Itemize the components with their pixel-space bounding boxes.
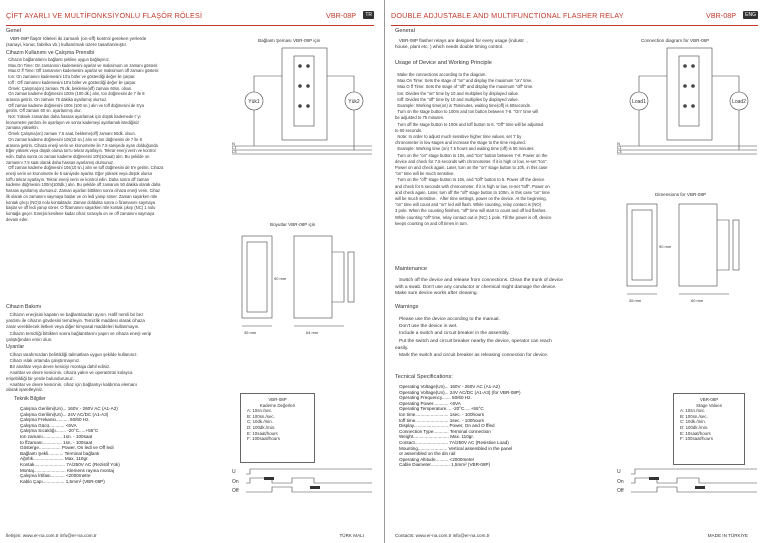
stage-value: E: 10saat/hours bbox=[247, 430, 278, 436]
contact-footer: İletişim: www.er-na.com.tr info@er-na.com.tr bbox=[6, 533, 97, 538]
timing-off: Off bbox=[617, 488, 624, 494]
load2-label: Load2 bbox=[732, 99, 746, 105]
stage-value: B: 100sn./sec. bbox=[680, 413, 708, 419]
warnings-heading: Warnings bbox=[395, 304, 419, 310]
svg-text:N: N bbox=[617, 141, 620, 146]
dimensions-title: Dimensions for VBR-08P bbox=[655, 192, 707, 197]
general-heading: Genel bbox=[6, 28, 21, 34]
spec-list bbox=[20, 406, 120, 484]
usage-text: Make the connections according to the diagram. Max.On Time: Sets the stage of "on" and display the maximum "on" time. Max.O ff Time: Sets the stage of "off" and display the maximum "off" time. ton: Divides the "on" time by 10 and multiplies by displayed value. toff: Divides the "off" time by 10 and multiplies by displayed value. Example: Working time(on) is 75minutes, waiting time(off) is 60seconds. Turn on the stage button to 100m and ton button between 7-8. "On" time will be adjusted to 75 minutes. Turn off the stage button to 100s and toff button to 6. "Off" time will be adjusted to 60 seconds. Note: In order to adjust much sensitive higher time values, set 't' by chronometer in low stages and increase the stage to the time required. Example: Working time (on) 7.5 hours and waiting time (off) is 50 minutes. Turn on the "on" stage button to 10s, and "ton" button between 7-8. Power on the device and check for 7.5 seconds with chronometer. If it is high or low, re-set "ton". Power on and check again. Later, turn on the "on" stage button to 10h, in this case "on" time will be much sensitive. Turn on the "off" stage button to 10s, and "toff" button to 5. Power off the device and check for 5 seconds with chronometer. If it is high or low, re-set "toff". Power on and check again. Later, turn off the "off" stage button to 100m, in this case "on" time will be much sensitive. After time settings, power on the device. At the beginning, "on" time will count and "on" led will flash. While counting, relay contact is (NO) 3 pole. When the counting finishes, "off" time will start to count and off led flashes. While counting "off" time, relay contact out is (NC) 1 pole. Till the power is off, device keeps counting on and off times in turn. bbox=[395, 72, 552, 226]
spec-row: Weight............................ Max. 110gr. bbox=[399, 434, 474, 440]
general-text: VBR-08P flaşör röleleri iki zamanlı (on-off) kontrol gereken yerlerde (sanayi, konut, fabrika vb.) kullanılmak üzere tasarlanmıştır. bbox=[6, 36, 147, 47]
warnings-text: Please use the device according to the manual. Don't use the device in wet. Include a switch and circuit breaker in the assembly. Put the switch and circuit breaker nearby the device, operator can reach easily. Mark the switch and circuit breaker as releasing connection for device. bbox=[395, 317, 552, 359]
box-subtitle: Stage Values bbox=[696, 402, 722, 408]
spec-row: Ağırlık........................ Max. 110gr. bbox=[20, 456, 89, 462]
stage-value: C: 10dk./min. bbox=[247, 419, 273, 425]
diagram-title: Bağlantı Şeması VBR-08P için bbox=[258, 38, 321, 43]
diagram-title: Connection diagram for VBR-08P bbox=[641, 38, 710, 43]
spec-row: Operating Frequency....... 50/60 Hz. bbox=[399, 395, 472, 401]
usage-text: Cihazın bağlantılarını bağlantı şekline uygun bağlayınız. Max.On Time: On zamanının kademesini ayarlar ve maksimum on zamanı gösterir. Max.O ff Time: Off zamanının kademesini ayarlar ve maksimum off zamanı gösterir. ton: On zamanını kademesini 10'a böler ve gösterdiği değer ile çarpar. toff : Off zamanını kademesini 10'a böler ve gösterdiği değer ile çarpar. Örnek: Çalışma(on) zamanı 75 dk, bekleme(off) zamanı 60sn. olsun. On zaman kademe düğmesini 100m (100 dk.) alın, ton düğmesini de 7 ile 8 arasına getirin. On zamanı 75 dakika ayarlamış olursuz. Off zaman kademe düğmesini 100s (100 sn.) alın ve toff düğmesini de 6'ya getirin. Off zamanı 60 sn. ayarlanmış olur. Not: Yüksek zamanları daha hassas ayarlamak için düşük kademede t' yi kronometre yardımı ile ayarlayın ve sonra kademeyi ayarlamak istediğiniz zamana yükseltin. Örnek Çalışma(on) zamanı 7.5 saat, bekleme(off) zamanı 50dk. olsun. On zaman kademe düğmesini 10s(10 sn.) alın ve ton düğmesini de 7 ile 8 arasına getirin. Cihaza enerji verin ve kronometre ile 7.5 saniyede ayarı dolduğunda Eğer yüksek veya düşük olursa ton'u tekrar ayarlayın. Tekrar enerji verin ve kontrol edin. Daha sonra on zaman kademe düğmesini 10h(10saat) alın. Bu şekilde on zamanını 7.5 saat olarak daha hassas ayarlamış olursunuz. Off zaman kademe düğmesini 10s(10 sn.) alın ve toff düğmesini de 5'e getirin. Cihaza enerji verin ve kronometre ile 5 saniyede ayarlar. Eğer yüksek veya düşük olursa toff'u tekrar ayarlayın. Tekrar enerji verin ve kontrol edin. Daha sonra off zaman kademe düğmesini 100m(100dk.) alın. Bu şekilde off zamanını 50 dakika olarak daha hassas ayarlamış olursunuz. Zaman ayarları bittikten sonra cihaza enerji verin. Cihaz ilk olarak on zamanını saymaya başlar ve on ledi yanıp söner. Zaman sayarken röle kontak çıkışı (NO)3 nolu kontaktadır. Zaman doldukta sonra o fizamanını saymaya başlar ve off ledi yanıp söner. O ffzamanını sayarken röle kontak çıkışı (NC) 1 nolu kontağa geçer. Enerjisi kesilene kadar cihaz sırasıyla on ve off zamanını saymaya devam eder. bbox=[6, 57, 164, 222]
timing-on: On bbox=[617, 479, 624, 485]
timing-u: U bbox=[232, 469, 236, 475]
usage-heading: Cihazın Kullanımı ve Çalışma Prensibi bbox=[6, 50, 95, 56]
spec-row: to ffzamanı............... 1sn. - 100saat bbox=[20, 439, 93, 445]
maintenance-text: Switch off the device and release from connections. Clean the trunk of device with a swab. Don't use any conductor or chemical might damage the device. Make sure device works after cleaning. bbox=[395, 278, 563, 297]
svg-text:N: N bbox=[232, 141, 235, 146]
page-header bbox=[391, 8, 758, 26]
origin-label: TÜRK MALI bbox=[339, 533, 364, 538]
connection-diagram bbox=[617, 46, 762, 166]
dim-height: 90 mm bbox=[659, 244, 672, 249]
spec-row: Display........................... Power, On and O ffled bbox=[399, 423, 495, 429]
maintenance-heading: Cihazın Bakımı bbox=[6, 304, 42, 310]
dim-depth: 60 mm bbox=[691, 298, 704, 303]
spec-row: Çalışma Sıcaklığı........ -20°C.....+55°C bbox=[20, 428, 99, 434]
language-flag: TR bbox=[365, 12, 372, 18]
stage-value: D: 100dk./min. bbox=[680, 424, 709, 430]
general-heading: General bbox=[395, 28, 415, 34]
connection-diagram bbox=[232, 46, 377, 166]
svg-text:L1: L1 bbox=[617, 145, 622, 150]
page-title: DOUBLE ADJUSTABLE AND MULTIFUNCTIONAL FLASHER RELAY bbox=[391, 11, 624, 20]
stage-value: B: 100sn./sec. bbox=[247, 413, 275, 419]
spec-row: Connection Type............ Terminal connection bbox=[399, 428, 491, 434]
stage-value: A: 10sn./sec. bbox=[247, 408, 273, 414]
dim-width: 35 mm bbox=[629, 298, 642, 303]
dim-width: 35 mm bbox=[244, 330, 257, 335]
timing-on: On bbox=[232, 479, 239, 485]
spec-row: Operating Voltage(Un)... 24V AC/DC (A1-A3) (for VBR-08P) bbox=[399, 389, 521, 395]
timing-u: U bbox=[617, 469, 621, 475]
spec-row: Operating Voltage(Un)... 160V - 260V AC (A1-A2) bbox=[399, 384, 500, 389]
spec-row: Contact.......................... 7A/250V AC (Resistive Load) bbox=[399, 439, 509, 445]
maintenance-text: Cihazın enerjisini kapatın ve bağlantılardan ayırın. Hafif nemli bir bez yardımı ile cihazın gövdesini temizleyin. Temizlik maddesi olarak cihaza zarar verebilecek iletken veya diğer kimyasal maddeleri kullanmayın. Cihazın temizliği bittikten sonra bağlantılarını yapın ve cihaza enerji verip çalıştığından emin olun. bbox=[6, 312, 152, 342]
spec-row: Operating Temperature.... -20°C.....+55°C bbox=[399, 406, 484, 412]
spec-row: Çalışma Gerilimi(Un)... 24V AC/DC (A1-A3) bbox=[20, 411, 109, 417]
stage-value: F: 100saat/hours bbox=[247, 436, 280, 442]
dimensions-drawing bbox=[232, 232, 377, 352]
load2-label: Yük2 bbox=[348, 99, 360, 105]
spec-row: Bağlantı Şekli............ Terminal bağlantı bbox=[20, 450, 100, 456]
timing-off: Off bbox=[232, 488, 239, 494]
spec-heading: Tecnical Specifications: bbox=[395, 374, 453, 380]
english-page bbox=[384, 0, 768, 543]
stage-value: F: 100saat/hours bbox=[680, 436, 713, 442]
spec-row: Gösterge................. Power, On ledi ve Off ledi bbox=[20, 445, 114, 451]
warnings-text: Cihazı tarafımızdan belirtildiği talimatlara uygun şekilde kullanınız. Cihazı ıslak ortamda çalıştırmayınız. Bir anahtar veya devre kesiciyi montaja dahil ediniz. Anahtar ve devre kesicinin, cihaza yakın ve operatörün kolayca erişebildiği bir yerde bulundurunuz. Anahtar ve devre kesicinin, cihaz için bağlantıyı kaldırma elemanı olarak işaretleyiniz. bbox=[6, 352, 138, 393]
svg-text:L3: L3 bbox=[232, 149, 237, 154]
stage-values-box bbox=[240, 393, 315, 463]
spec-row: Çalışma İrtifası........... <2000metre bbox=[20, 473, 91, 479]
dimensions-drawing bbox=[617, 200, 762, 330]
spec-row: toff time.......................... 1sec. - 100hours bbox=[399, 417, 484, 423]
dimensions-title: Boyutlar VBR-08P için bbox=[270, 222, 316, 227]
timing-diagram bbox=[617, 465, 762, 497]
spec-row: Montaj......................... Klemens rayına montaj bbox=[20, 467, 114, 473]
spec-heading: Teknik Bilgiler bbox=[14, 396, 46, 402]
stage-values-box bbox=[673, 393, 745, 465]
box-subtitle: Kademe Değerleri bbox=[259, 402, 296, 408]
spec-row: Çalışma Gerilimi(Un)... 160V - 260V AC (A1-A2) bbox=[20, 406, 118, 411]
language-flag: ENG bbox=[745, 12, 756, 18]
stage-list bbox=[680, 408, 738, 442]
warnings-heading: Uyarılar bbox=[6, 344, 25, 350]
svg-text:L1: L1 bbox=[232, 145, 237, 150]
spec-row: Kontak........................ 7A/250V AC (Rezistif Yük) bbox=[20, 461, 120, 467]
box-title: VBR-08P bbox=[699, 397, 719, 402]
page-title: ÇİFT AYARLI VE MULTİFONKSİYONLU FLAŞÖR RÖLESİ bbox=[6, 11, 203, 20]
spec-row: or assembled on the din rail bbox=[399, 451, 456, 457]
spec-row: ton zamanı............... 1sn. - 100saat bbox=[20, 433, 93, 439]
box-title: VBR-08P bbox=[268, 397, 287, 402]
stage-value: C: 10dk./min. bbox=[680, 419, 706, 425]
model-number: VBR-08P bbox=[706, 11, 736, 20]
dim-depth: 64 mm bbox=[306, 330, 319, 335]
stage-value: A: 10sn./sec. bbox=[680, 408, 706, 414]
spec-row: Cable Diameter............... 1,5mm² (VBR-08P) bbox=[399, 462, 491, 468]
load1-label: Load1 bbox=[632, 99, 646, 105]
contact-footer: Contacts: www.er-na.com.tr info@er-na.com.tr bbox=[395, 533, 490, 538]
page-header bbox=[6, 8, 374, 26]
dim-height: 90 mm bbox=[274, 276, 287, 281]
spec-row: ton time.......................... 1sec. - 100hours bbox=[399, 411, 485, 417]
stage-list bbox=[247, 408, 308, 442]
spec-row: Çalışma Gücü............ <6VA bbox=[20, 422, 77, 428]
load1-label: Yük1 bbox=[248, 99, 260, 105]
spec-row: Operating Altitude.......... <2000meter bbox=[399, 456, 475, 462]
model-number: VBR-08P bbox=[326, 11, 356, 20]
spec-list bbox=[399, 384, 521, 468]
spec-row: Çalışma Frekansı.......... 50/60 Hz. bbox=[20, 417, 90, 423]
spec-row: Mounting....................... Vertical assembled in the panel bbox=[399, 445, 513, 451]
timing-diagram bbox=[232, 465, 377, 497]
spec-row: Kablo Çapı................. 1,5mm² (VBR-08P) bbox=[20, 478, 105, 484]
svg-text:L3: L3 bbox=[617, 149, 622, 154]
spec-row: Operating Power............ <6VA bbox=[399, 400, 461, 406]
stage-value: E: 10saat/hours bbox=[680, 430, 711, 436]
usage-heading: Usage of Device and Working Principle bbox=[395, 60, 492, 66]
general-text: VBR-08P flasher relays are designed for every usage (industr , house, plant etc. ) which needs double timing control. bbox=[395, 38, 528, 49]
origin-label: MADE IN TÜRKİYE bbox=[707, 533, 748, 538]
stage-value: D: 100dk./min. bbox=[247, 424, 276, 430]
maintenance-heading: Maintenance bbox=[395, 266, 428, 272]
